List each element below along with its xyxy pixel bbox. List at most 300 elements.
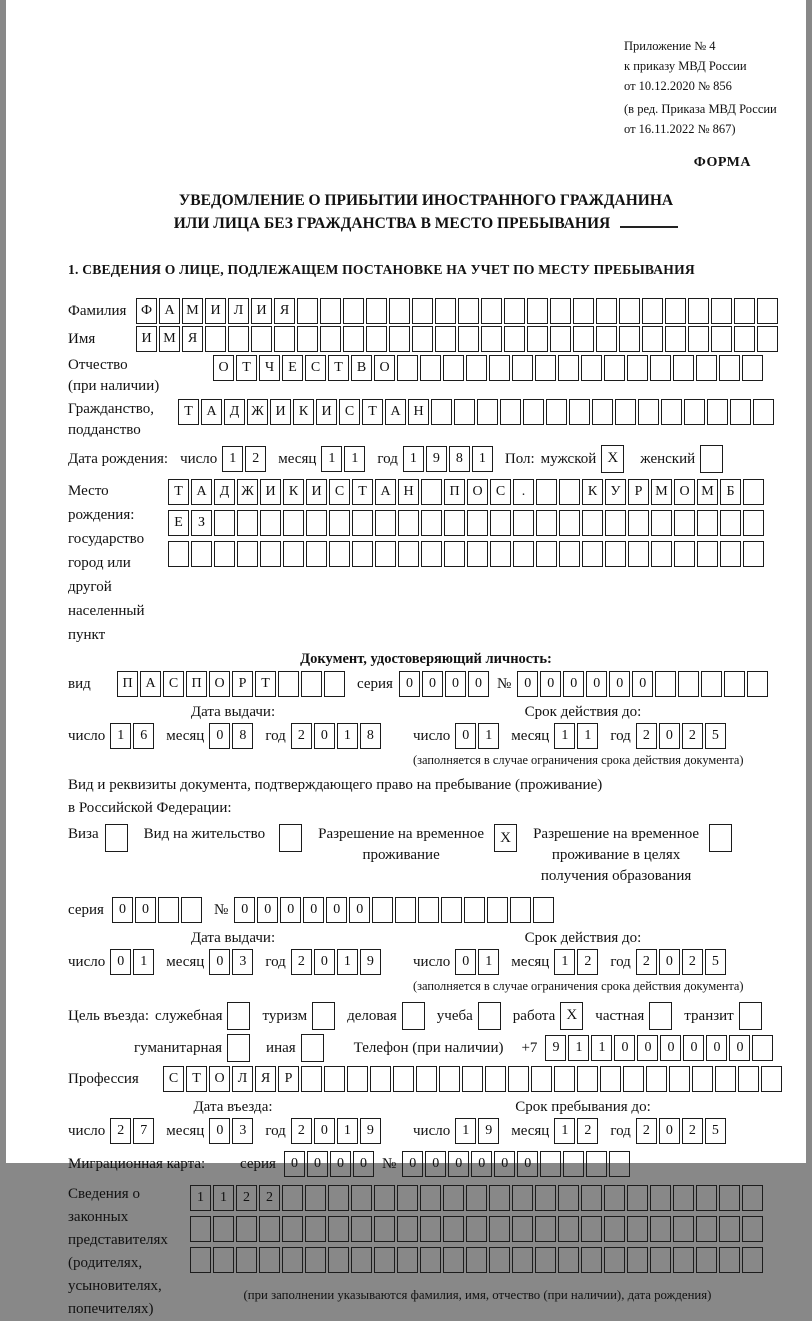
char-box[interactable]: 1 bbox=[337, 949, 358, 975]
char-box[interactable] bbox=[558, 1216, 579, 1242]
char-box[interactable]: Ж bbox=[247, 399, 268, 425]
char-box[interactable] bbox=[191, 541, 212, 567]
char-box[interactable] bbox=[324, 1066, 345, 1092]
char-box[interactable]: С bbox=[490, 479, 511, 505]
char-box[interactable] bbox=[586, 1151, 607, 1177]
char-box[interactable]: 5 bbox=[705, 949, 726, 975]
char-box[interactable] bbox=[343, 326, 364, 352]
char-box[interactable] bbox=[527, 298, 548, 324]
char-box[interactable] bbox=[581, 1185, 602, 1211]
char-box[interactable] bbox=[669, 1066, 690, 1092]
char-box[interactable] bbox=[715, 1066, 736, 1092]
char-box[interactable] bbox=[619, 326, 640, 352]
char-box[interactable] bbox=[747, 671, 768, 697]
char-box[interactable]: З bbox=[191, 510, 212, 536]
char-box[interactable] bbox=[535, 355, 556, 381]
char-box[interactable]: И bbox=[306, 479, 327, 505]
char-box[interactable]: 3 bbox=[232, 1118, 253, 1144]
char-box[interactable]: О bbox=[209, 1066, 230, 1092]
char-box[interactable] bbox=[260, 510, 281, 536]
char-box[interactable] bbox=[696, 1185, 717, 1211]
char-box[interactable]: Я bbox=[182, 326, 203, 352]
char-box[interactable] bbox=[454, 399, 475, 425]
char-box[interactable] bbox=[328, 1216, 349, 1242]
char-box[interactable] bbox=[347, 1066, 368, 1092]
char-box[interactable]: Ж bbox=[237, 479, 258, 505]
char-box[interactable]: 2 bbox=[245, 446, 266, 472]
char-box[interactable] bbox=[282, 1185, 303, 1211]
char-box[interactable]: И bbox=[136, 326, 157, 352]
char-box[interactable] bbox=[412, 298, 433, 324]
char-box[interactable]: И bbox=[260, 479, 281, 505]
char-box[interactable]: 2 bbox=[636, 1118, 657, 1144]
char-box[interactable]: 0 bbox=[402, 1151, 423, 1177]
char-box[interactable]: 0 bbox=[517, 671, 538, 697]
char-box[interactable] bbox=[692, 1066, 713, 1092]
char-box[interactable] bbox=[674, 541, 695, 567]
char-box[interactable] bbox=[563, 1151, 584, 1177]
char-box[interactable]: X bbox=[560, 1002, 583, 1030]
char-box[interactable] bbox=[650, 1247, 671, 1273]
char-box[interactable]: 1 bbox=[591, 1035, 612, 1061]
char-box[interactable] bbox=[581, 355, 602, 381]
char-box[interactable] bbox=[236, 1247, 257, 1273]
char-box[interactable]: Н bbox=[408, 399, 429, 425]
char-box[interactable] bbox=[743, 479, 764, 505]
char-box[interactable] bbox=[559, 479, 580, 505]
char-box[interactable]: 5 bbox=[705, 1118, 726, 1144]
char-box[interactable]: 3 bbox=[232, 949, 253, 975]
char-box[interactable] bbox=[720, 541, 741, 567]
char-box[interactable] bbox=[489, 355, 510, 381]
char-box[interactable]: 0 bbox=[422, 671, 443, 697]
char-box[interactable] bbox=[421, 541, 442, 567]
char-box[interactable]: 0 bbox=[399, 671, 420, 697]
char-box[interactable]: X bbox=[601, 445, 624, 473]
char-box[interactable] bbox=[673, 1247, 694, 1273]
char-box[interactable] bbox=[443, 1185, 464, 1211]
char-box[interactable]: 0 bbox=[609, 671, 630, 697]
char-box[interactable]: Т bbox=[362, 399, 383, 425]
char-box[interactable]: Т bbox=[178, 399, 199, 425]
char-box[interactable] bbox=[605, 541, 626, 567]
char-box[interactable] bbox=[661, 399, 682, 425]
char-box[interactable] bbox=[444, 510, 465, 536]
char-box[interactable] bbox=[397, 1216, 418, 1242]
char-box[interactable] bbox=[489, 1216, 510, 1242]
char-box[interactable] bbox=[487, 897, 508, 923]
char-box[interactable] bbox=[734, 326, 755, 352]
char-box[interactable]: К bbox=[283, 479, 304, 505]
char-box[interactable] bbox=[412, 326, 433, 352]
char-box[interactable] bbox=[420, 1185, 441, 1211]
char-box[interactable]: 0 bbox=[468, 671, 489, 697]
char-box[interactable] bbox=[466, 1247, 487, 1273]
char-box[interactable] bbox=[282, 1247, 303, 1273]
char-box[interactable] bbox=[260, 541, 281, 567]
char-box[interactable] bbox=[673, 1185, 694, 1211]
char-box[interactable] bbox=[743, 510, 764, 536]
char-box[interactable] bbox=[696, 1247, 717, 1273]
char-box[interactable]: У bbox=[605, 479, 626, 505]
char-box[interactable] bbox=[306, 541, 327, 567]
char-box[interactable]: 0 bbox=[234, 897, 255, 923]
char-box[interactable] bbox=[395, 897, 416, 923]
char-box[interactable] bbox=[397, 1247, 418, 1273]
char-box[interactable] bbox=[628, 541, 649, 567]
char-box[interactable]: 0 bbox=[209, 1118, 230, 1144]
char-box[interactable]: С bbox=[163, 1066, 184, 1092]
char-box[interactable] bbox=[742, 355, 763, 381]
char-box[interactable]: Т bbox=[352, 479, 373, 505]
char-box[interactable]: Я bbox=[274, 298, 295, 324]
char-box[interactable] bbox=[513, 541, 534, 567]
char-box[interactable]: Т bbox=[168, 479, 189, 505]
char-box[interactable]: 0 bbox=[729, 1035, 750, 1061]
char-box[interactable] bbox=[305, 1185, 326, 1211]
char-box[interactable]: 1 bbox=[554, 1118, 575, 1144]
char-box[interactable]: 0 bbox=[326, 897, 347, 923]
char-box[interactable]: Е bbox=[168, 510, 189, 536]
char-box[interactable]: 1 bbox=[321, 446, 342, 472]
char-box[interactable]: 0 bbox=[314, 723, 335, 749]
char-box[interactable] bbox=[458, 298, 479, 324]
char-box[interactable] bbox=[158, 897, 179, 923]
char-box[interactable]: 2 bbox=[291, 949, 312, 975]
char-box[interactable] bbox=[665, 298, 686, 324]
char-box[interactable]: 0 bbox=[349, 897, 370, 923]
char-box[interactable]: 0 bbox=[455, 723, 476, 749]
char-box[interactable] bbox=[720, 510, 741, 536]
char-box[interactable] bbox=[328, 1247, 349, 1273]
char-box[interactable] bbox=[421, 479, 442, 505]
char-box[interactable] bbox=[259, 1216, 280, 1242]
char-box[interactable] bbox=[301, 671, 322, 697]
char-box[interactable] bbox=[389, 298, 410, 324]
char-box[interactable]: 0 bbox=[632, 671, 653, 697]
char-box[interactable] bbox=[627, 355, 648, 381]
char-box[interactable]: 0 bbox=[563, 671, 584, 697]
char-box[interactable] bbox=[627, 1247, 648, 1273]
char-box[interactable]: Т bbox=[328, 355, 349, 381]
char-box[interactable]: М bbox=[697, 479, 718, 505]
char-box[interactable] bbox=[420, 1216, 441, 1242]
char-box[interactable] bbox=[709, 824, 732, 852]
char-box[interactable] bbox=[312, 1002, 335, 1030]
char-box[interactable] bbox=[642, 326, 663, 352]
char-box[interactable] bbox=[719, 355, 740, 381]
char-box[interactable] bbox=[375, 510, 396, 536]
char-box[interactable]: О bbox=[209, 671, 230, 697]
char-box[interactable]: С bbox=[305, 355, 326, 381]
char-box[interactable]: 1 bbox=[478, 723, 499, 749]
char-box[interactable]: 2 bbox=[636, 949, 657, 975]
char-box[interactable]: А bbox=[385, 399, 406, 425]
char-box[interactable] bbox=[214, 510, 235, 536]
char-box[interactable] bbox=[730, 399, 751, 425]
char-box[interactable] bbox=[719, 1247, 740, 1273]
char-box[interactable] bbox=[719, 1216, 740, 1242]
char-box[interactable]: Ч bbox=[259, 355, 280, 381]
char-box[interactable]: 0 bbox=[659, 723, 680, 749]
char-box[interactable] bbox=[466, 1185, 487, 1211]
char-box[interactable] bbox=[711, 298, 732, 324]
char-box[interactable]: С bbox=[329, 479, 350, 505]
char-box[interactable] bbox=[236, 1216, 257, 1242]
char-box[interactable] bbox=[642, 298, 663, 324]
char-box[interactable]: 1 bbox=[478, 949, 499, 975]
char-box[interactable] bbox=[351, 1247, 372, 1273]
char-box[interactable] bbox=[604, 1247, 625, 1273]
char-box[interactable]: 1 bbox=[472, 446, 493, 472]
char-box[interactable]: 2 bbox=[577, 1118, 598, 1144]
char-box[interactable] bbox=[512, 1185, 533, 1211]
char-box[interactable]: 0 bbox=[353, 1151, 374, 1177]
char-box[interactable] bbox=[527, 326, 548, 352]
char-box[interactable] bbox=[213, 1216, 234, 1242]
char-box[interactable]: 2 bbox=[236, 1185, 257, 1211]
char-box[interactable] bbox=[757, 326, 778, 352]
char-box[interactable] bbox=[596, 298, 617, 324]
char-box[interactable]: К bbox=[293, 399, 314, 425]
char-box[interactable] bbox=[418, 897, 439, 923]
char-box[interactable] bbox=[582, 541, 603, 567]
char-box[interactable] bbox=[540, 1151, 561, 1177]
char-box[interactable] bbox=[370, 1066, 391, 1092]
char-box[interactable]: А bbox=[375, 479, 396, 505]
char-box[interactable]: 1 bbox=[222, 446, 243, 472]
char-box[interactable] bbox=[366, 298, 387, 324]
char-box[interactable] bbox=[738, 1066, 759, 1092]
char-box[interactable] bbox=[697, 510, 718, 536]
char-box[interactable]: 1 bbox=[337, 723, 358, 749]
char-box[interactable]: И bbox=[270, 399, 291, 425]
char-box[interactable]: 8 bbox=[449, 446, 470, 472]
char-box[interactable] bbox=[420, 355, 441, 381]
char-box[interactable] bbox=[615, 399, 636, 425]
char-box[interactable] bbox=[168, 541, 189, 567]
char-box[interactable] bbox=[650, 1185, 671, 1211]
char-box[interactable]: И bbox=[316, 399, 337, 425]
char-box[interactable] bbox=[305, 1247, 326, 1273]
char-box[interactable]: 8 bbox=[232, 723, 253, 749]
char-box[interactable]: М bbox=[159, 326, 180, 352]
char-box[interactable] bbox=[282, 1216, 303, 1242]
char-box[interactable] bbox=[619, 298, 640, 324]
char-box[interactable] bbox=[441, 897, 462, 923]
char-box[interactable]: А bbox=[159, 298, 180, 324]
char-box[interactable] bbox=[443, 1247, 464, 1273]
char-box[interactable] bbox=[558, 1185, 579, 1211]
char-box[interactable] bbox=[605, 510, 626, 536]
char-box[interactable] bbox=[458, 326, 479, 352]
char-box[interactable] bbox=[489, 1247, 510, 1273]
char-box[interactable] bbox=[533, 897, 554, 923]
char-box[interactable] bbox=[374, 1185, 395, 1211]
char-box[interactable]: Т bbox=[236, 355, 257, 381]
char-box[interactable]: Н bbox=[398, 479, 419, 505]
char-box[interactable]: 1 bbox=[403, 446, 424, 472]
char-box[interactable] bbox=[301, 1034, 324, 1062]
char-box[interactable] bbox=[490, 510, 511, 536]
char-box[interactable]: 6 bbox=[133, 723, 154, 749]
char-box[interactable]: В bbox=[351, 355, 372, 381]
char-box[interactable]: О bbox=[374, 355, 395, 381]
char-box[interactable]: 0 bbox=[517, 1151, 538, 1177]
char-box[interactable] bbox=[655, 671, 676, 697]
char-box[interactable] bbox=[320, 326, 341, 352]
char-box[interactable] bbox=[439, 1066, 460, 1092]
char-box[interactable]: 0 bbox=[660, 1035, 681, 1061]
char-box[interactable]: 9 bbox=[360, 949, 381, 975]
char-box[interactable] bbox=[609, 1151, 630, 1177]
char-box[interactable]: С bbox=[163, 671, 184, 697]
char-box[interactable] bbox=[701, 671, 722, 697]
char-box[interactable] bbox=[462, 1066, 483, 1092]
char-box[interactable]: 1 bbox=[554, 949, 575, 975]
char-box[interactable]: 0 bbox=[330, 1151, 351, 1177]
char-box[interactable]: 1 bbox=[344, 446, 365, 472]
char-box[interactable]: 2 bbox=[636, 723, 657, 749]
char-box[interactable]: 0 bbox=[303, 897, 324, 923]
char-box[interactable]: Р bbox=[278, 1066, 299, 1092]
char-box[interactable] bbox=[227, 1034, 250, 1062]
char-box[interactable] bbox=[190, 1216, 211, 1242]
char-box[interactable]: 0 bbox=[586, 671, 607, 697]
char-box[interactable] bbox=[421, 510, 442, 536]
char-box[interactable] bbox=[559, 510, 580, 536]
char-box[interactable]: 0 bbox=[637, 1035, 658, 1061]
char-box[interactable] bbox=[600, 1066, 621, 1092]
char-box[interactable]: 1 bbox=[455, 1118, 476, 1144]
char-box[interactable] bbox=[372, 897, 393, 923]
char-box[interactable] bbox=[324, 671, 345, 697]
char-box[interactable] bbox=[105, 824, 128, 852]
char-box[interactable]: 0 bbox=[314, 1118, 335, 1144]
char-box[interactable] bbox=[742, 1247, 763, 1273]
char-box[interactable]: 2 bbox=[291, 1118, 312, 1144]
char-box[interactable] bbox=[397, 355, 418, 381]
char-box[interactable]: А bbox=[201, 399, 222, 425]
char-box[interactable] bbox=[700, 445, 723, 473]
char-box[interactable] bbox=[366, 326, 387, 352]
char-box[interactable] bbox=[558, 355, 579, 381]
char-box[interactable] bbox=[512, 1216, 533, 1242]
char-box[interactable] bbox=[550, 326, 571, 352]
char-box[interactable]: 0 bbox=[209, 949, 230, 975]
char-box[interactable]: 0 bbox=[706, 1035, 727, 1061]
char-box[interactable] bbox=[711, 326, 732, 352]
char-box[interactable]: 1 bbox=[213, 1185, 234, 1211]
char-box[interactable] bbox=[279, 824, 302, 852]
char-box[interactable]: 5 bbox=[705, 723, 726, 749]
char-box[interactable] bbox=[467, 541, 488, 567]
char-box[interactable]: 2 bbox=[577, 949, 598, 975]
char-box[interactable]: 0 bbox=[110, 949, 131, 975]
char-box[interactable]: Л bbox=[232, 1066, 253, 1092]
char-box[interactable]: 9 bbox=[545, 1035, 566, 1061]
char-box[interactable] bbox=[205, 326, 226, 352]
char-box[interactable] bbox=[665, 326, 686, 352]
char-box[interactable] bbox=[752, 1035, 773, 1061]
char-box[interactable] bbox=[554, 1066, 575, 1092]
char-box[interactable]: Л bbox=[228, 298, 249, 324]
char-box[interactable] bbox=[444, 541, 465, 567]
char-box[interactable] bbox=[352, 510, 373, 536]
char-box[interactable]: 0 bbox=[614, 1035, 635, 1061]
char-box[interactable] bbox=[510, 897, 531, 923]
char-box[interactable]: И bbox=[205, 298, 226, 324]
char-box[interactable] bbox=[374, 1216, 395, 1242]
char-box[interactable] bbox=[351, 1185, 372, 1211]
char-box[interactable] bbox=[650, 355, 671, 381]
char-box[interactable]: И bbox=[251, 298, 272, 324]
char-box[interactable] bbox=[478, 1002, 501, 1030]
char-box[interactable]: Т bbox=[255, 671, 276, 697]
char-box[interactable] bbox=[696, 355, 717, 381]
char-box[interactable]: М bbox=[182, 298, 203, 324]
char-box[interactable] bbox=[398, 510, 419, 536]
char-box[interactable]: 2 bbox=[682, 723, 703, 749]
char-box[interactable] bbox=[688, 326, 709, 352]
char-box[interactable] bbox=[328, 1185, 349, 1211]
char-box[interactable]: 0 bbox=[448, 1151, 469, 1177]
char-box[interactable] bbox=[536, 541, 557, 567]
char-box[interactable]: 0 bbox=[471, 1151, 492, 1177]
char-box[interactable]: Б bbox=[720, 479, 741, 505]
char-box[interactable] bbox=[577, 1066, 598, 1092]
char-box[interactable]: А bbox=[191, 479, 212, 505]
char-box[interactable] bbox=[623, 1066, 644, 1092]
char-box[interactable] bbox=[650, 1216, 671, 1242]
char-box[interactable] bbox=[467, 510, 488, 536]
char-box[interactable]: 0 bbox=[683, 1035, 704, 1061]
char-box[interactable] bbox=[481, 298, 502, 324]
char-box[interactable] bbox=[512, 355, 533, 381]
char-box[interactable] bbox=[251, 326, 272, 352]
char-box[interactable]: Е bbox=[282, 355, 303, 381]
char-box[interactable] bbox=[213, 1247, 234, 1273]
char-box[interactable]: 2 bbox=[291, 723, 312, 749]
char-box[interactable] bbox=[684, 399, 705, 425]
char-box[interactable]: 1 bbox=[190, 1185, 211, 1211]
char-box[interactable] bbox=[283, 541, 304, 567]
char-box[interactable] bbox=[678, 671, 699, 697]
char-box[interactable] bbox=[274, 326, 295, 352]
char-box[interactable]: 0 bbox=[284, 1151, 305, 1177]
char-box[interactable]: 1 bbox=[133, 949, 154, 975]
char-box[interactable] bbox=[550, 298, 571, 324]
char-box[interactable]: 0 bbox=[659, 1118, 680, 1144]
char-box[interactable] bbox=[753, 399, 774, 425]
char-box[interactable]: Ф bbox=[136, 298, 157, 324]
char-box[interactable]: О bbox=[674, 479, 695, 505]
char-box[interactable] bbox=[466, 355, 487, 381]
char-box[interactable]: X bbox=[494, 824, 517, 852]
char-box[interactable] bbox=[329, 510, 350, 536]
char-box[interactable]: П bbox=[117, 671, 138, 697]
char-box[interactable]: 0 bbox=[280, 897, 301, 923]
char-box[interactable] bbox=[697, 541, 718, 567]
char-box[interactable] bbox=[181, 897, 202, 923]
char-box[interactable]: 0 bbox=[257, 897, 278, 923]
char-box[interactable]: 2 bbox=[682, 949, 703, 975]
char-box[interactable] bbox=[443, 1216, 464, 1242]
char-box[interactable] bbox=[546, 399, 567, 425]
char-box[interactable]: 0 bbox=[425, 1151, 446, 1177]
char-box[interactable] bbox=[734, 298, 755, 324]
char-box[interactable] bbox=[297, 326, 318, 352]
